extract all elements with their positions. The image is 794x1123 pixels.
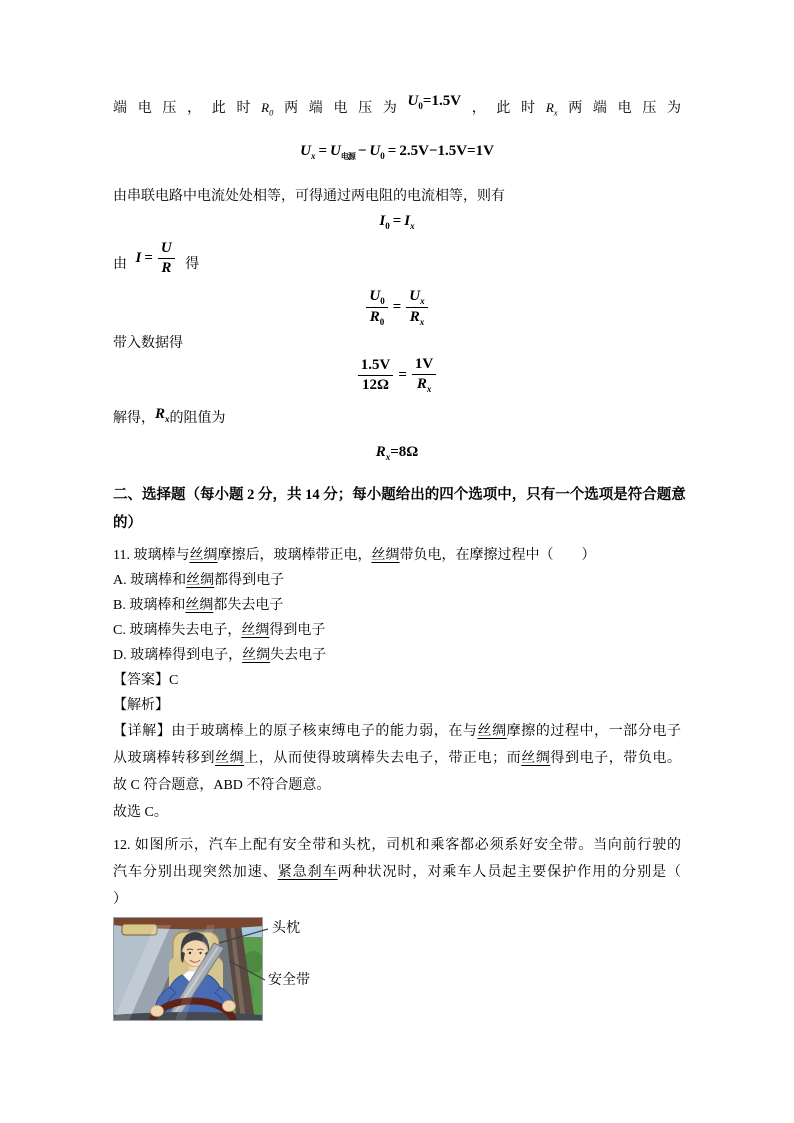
driver-right-hand [223,1000,236,1011]
text-segment: 解得， [113,410,155,426]
seatbelt-label: 安全带 [268,972,310,988]
var-u: U [300,143,311,159]
fraction [366,288,387,328]
q11-detail-line1: 【详解】由于玻璃棒上的原子核束缚电子的能力弱，在与丝绸摩擦的过程中，一部分电子 [113,723,682,739]
solution-line-ohms-law [113,240,681,284]
fraction [412,356,436,395]
denominator: 12Ω [362,376,390,393]
q11-option-d: D. 玻璃棒得到电子，丝绸失去电子 [113,647,327,663]
solution-line-substitute: 带入数据得 [113,336,183,352]
driver-left-hand [151,1005,164,1016]
numerator: U [158,240,175,259]
text-segment: 的阻值为 [169,410,226,426]
text-segment: 两端电压为 [557,101,682,116]
fraction [358,357,394,395]
variable-r0: $R_0$ [261,100,274,118]
fraction [406,288,427,328]
q11-option-b: B. 玻璃棒和丝绸都失去电子 [113,597,284,613]
subscript: x [310,151,316,161]
var-r: R [375,443,386,460]
q11-conclusion: 故选 C。 [113,804,168,820]
formula-ux [113,138,681,170]
answer-label: 【答案】 [113,672,169,688]
equals-sign: = [392,298,402,315]
denominator: $R_x$ [409,308,425,327]
text-segment: ，此时 [461,101,546,116]
answer-value: C [169,672,179,688]
denominator: $R_0$ [369,308,385,327]
q11-stem: 11. 玻璃棒与丝绸摩擦后，玻璃棒带正电，丝绸带负电，在摩擦过程中（ ） [113,547,596,563]
solution-line-solve [113,403,681,438]
subscript: x [410,221,415,231]
q11-option-c: C. 玻璃棒失去电子，丝绸得到电子 [113,622,326,638]
q11-detail-line2: 从玻璃棒转移到丝绸上，从而使得玻璃棒失去电子，带正电；而丝绸得到电子，带负电。 [113,750,682,766]
section2-header-line1: 二、选择题（每小题 2 分，共 14 分；每小题给出的四个选项中，只有一个选项是符合题意 [113,486,686,503]
subscript: 0 [269,107,274,118]
subscript: x [553,107,558,118]
denominator: $R_x$ [416,376,432,395]
fraction [158,240,175,278]
text-segment: 端电压，此时 [113,101,262,116]
subscript-source: 电源 [340,152,355,161]
var-i: I [135,250,142,267]
equals-sign: = [144,250,153,267]
var-i: I [404,213,411,229]
minus-sign: − [357,143,367,159]
q12-stem-line1: 12. 如图所示，汽车上配有安全带和头枕，司机和乘客都必须系好安全带。当向前行驶的 [113,837,681,853]
q11-answer [113,668,681,693]
equals-sign: = [392,213,402,229]
formula-numeric [113,356,681,395]
q11-option-a: A. 玻璃棒和丝绸都得到电子 [113,572,285,588]
solution-line-terminal-voltage [113,93,681,128]
q12-stem-line3: ） [113,891,127,907]
numerator: $U_x$ [406,288,427,308]
formula-i0-ix [113,209,681,238]
driver-eye [189,952,191,954]
formula-result [113,440,681,469]
equals-sign: = [318,143,327,159]
variable-rx: $R_x$ [155,405,170,424]
var-u: U [330,143,341,159]
var-i: I [379,213,386,229]
text-segment: 由 [113,257,127,273]
denominator: R [161,260,172,277]
equals-sign: = [387,143,397,159]
subscript: 0 [385,221,390,231]
numerator: 1.5V [358,357,394,376]
variable-rx: $R_x$ [545,100,558,118]
subscript: 0 [380,151,385,161]
numerator: 1V [412,356,436,375]
q11-analysis-label: 【解析】 [113,697,169,713]
formula-voltage-ratio [113,288,681,328]
formula-values: 2.5V−1.5V=1V [399,143,494,159]
section2-header-line2: 的） [113,514,142,531]
formula-values: =8Ω [390,443,419,460]
text-segment: 两端电压为 [273,101,408,116]
var-u: U [369,143,381,159]
headrest-label: 头枕 [272,920,300,936]
solution-line-series-current: 由串联电路中电流处处相等，可得通过两电阻的电流相等，则有 [113,189,505,204]
numerator: $U_0$ [366,288,387,308]
q12-figure [113,917,443,1023]
equals-sign: = [398,366,407,383]
formula-u0: $U_0=1.5V$ [407,93,462,111]
q12-stem-line2: 汽车分别出现突然加速、紧急刹车两种状况时，对乘车人员起主要保护作用的分别是（ [113,864,682,880]
subscript: x [385,451,391,462]
text-segment: 得 [185,257,200,273]
formula-ohms-law [135,240,177,277]
q11-detail-line3: 故 C 符合题意，ABD 不符合题意。 [113,777,331,793]
